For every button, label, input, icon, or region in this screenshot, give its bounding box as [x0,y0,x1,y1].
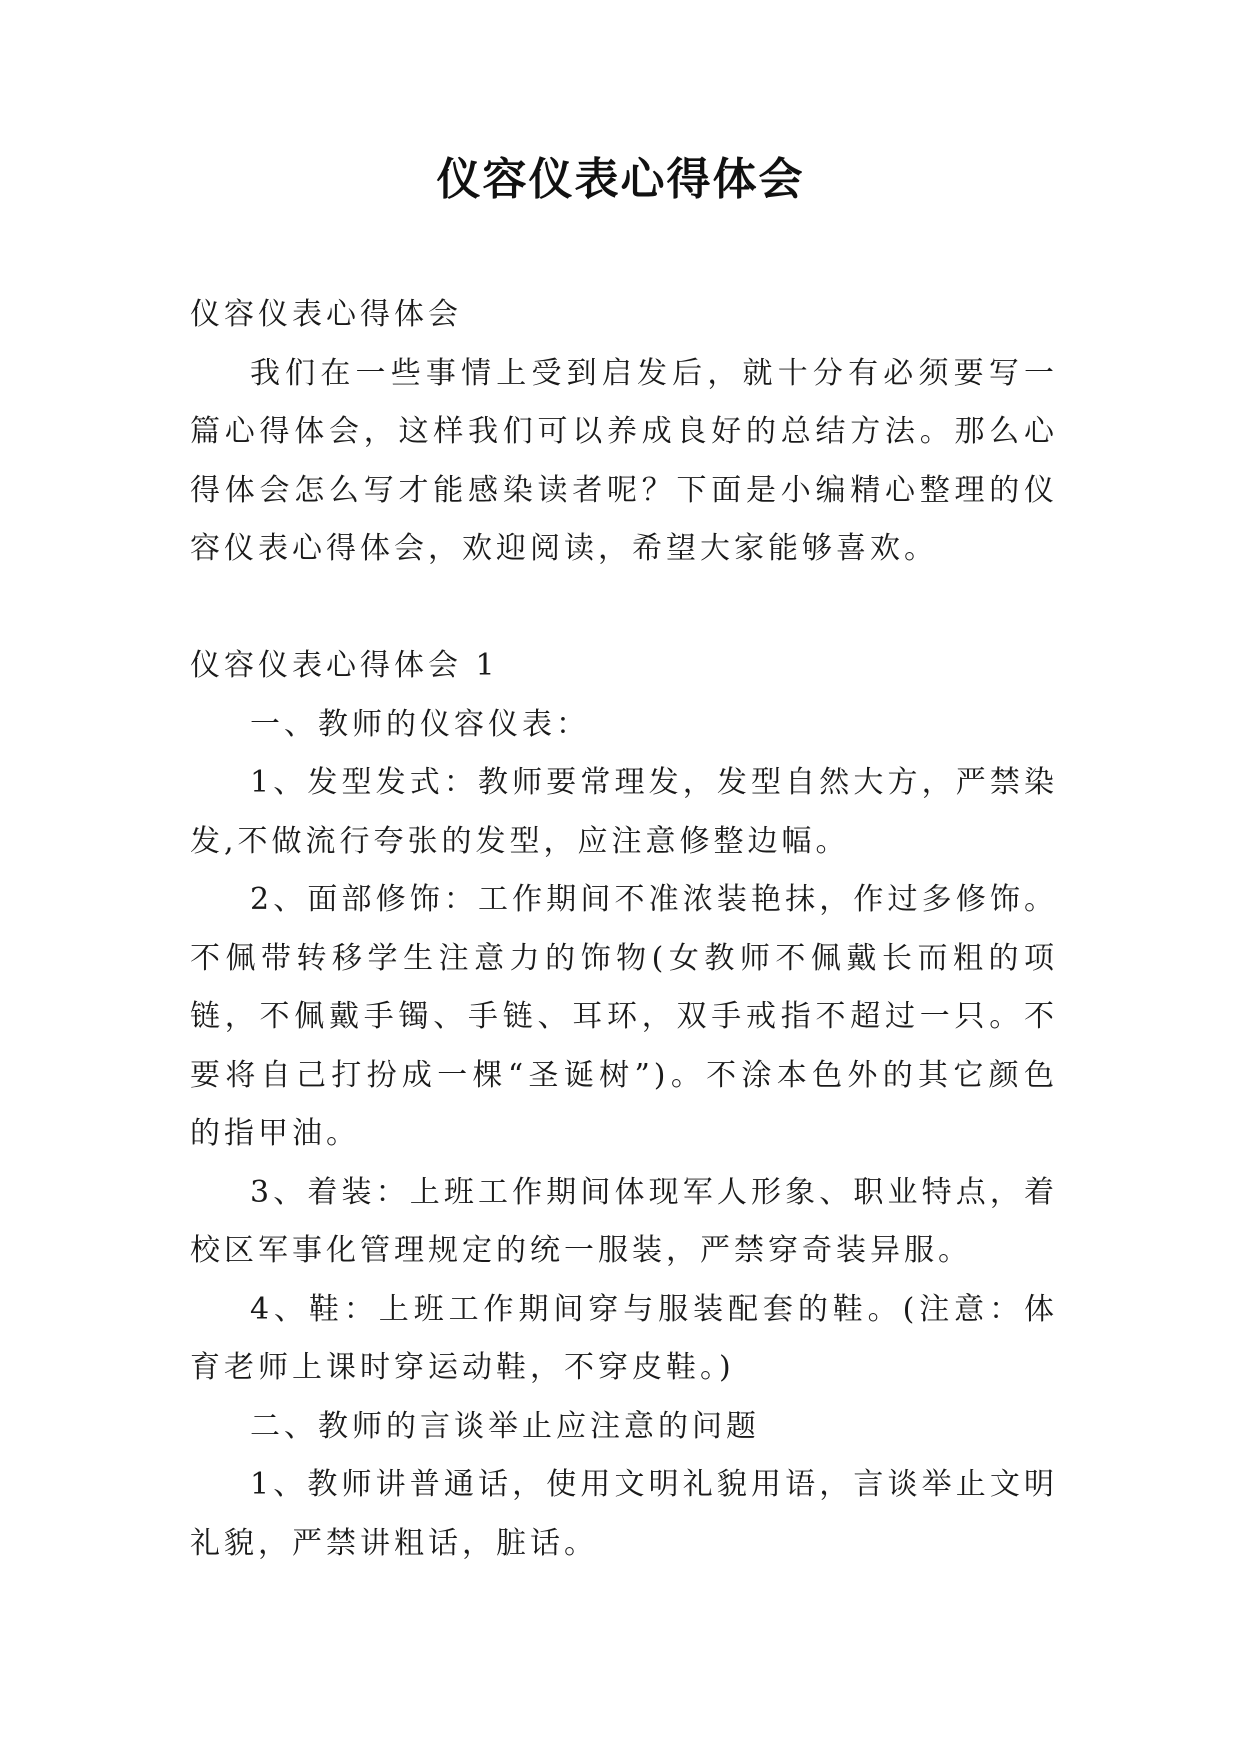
intro-paragraph: 我们在一些事情上受到启发后，就十分有必须要写一篇心得体会，这样我们可以养成良好的总结方法。那么心得体会怎么写才能感染读者呢？下面是小编精心整理的仪容仪表心得体会，欢迎阅读，希望大家能够喜欢。 [190,355,1058,566]
body-paragraph: 1、教师讲普通话，使用文明礼貌用语，言谈举止文明礼貌，严禁讲粗话，脏话。 [190,1467,1058,1561]
body-paragraph: 1、发型发式：教师要常理发，发型自然大方，严禁染发,不做流行夸张的发型，应注意修整边幅。 [190,765,1058,859]
paragraph-spacer [190,579,1058,638]
subsection-heading: 一、教师的仪容仪表： [250,706,590,742]
subsection-heading: 二、教师的言谈举止应注意的问题 [250,1408,760,1444]
body-paragraph: 3、着装：上班工作期间体现军人形象、职业特点，着校区军事化管理规定的统一服装，严禁穿奇装异服。 [190,1174,1058,1268]
document-body [190,286,1058,1573]
body-paragraph: 4、鞋：上班工作期间穿与服装配套的鞋。(注意：体育老师上课时穿运动鞋，不穿皮鞋。) [190,1291,1058,1385]
body-paragraph: 2、面部修饰：工作期间不准浓装艳抹，作过多修饰。不佩带转移学生注意力的饰物(女教师不佩戴长而粗的项链，不佩戴手镯、手链、耳环，双手戒指不超过一只。不要将自己打扮成一棵“圣诞树”)。不涂本色外的其它颜色的指甲油。 [190,882,1058,1151]
subtitle-paragraph: 仪容仪表心得体会 [190,297,462,332]
section-heading: 仪容仪表心得体会 1 [190,648,499,683]
document-title: 仪容仪表心得体会 [436,154,805,205]
